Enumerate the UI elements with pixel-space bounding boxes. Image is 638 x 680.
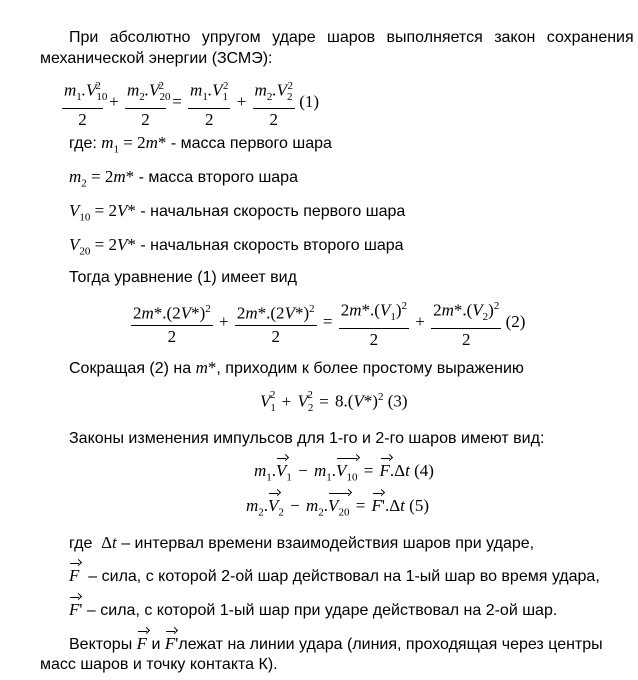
dt-description: где Δt – интервал времени взаимодействия шаров при ударе, <box>69 533 535 552</box>
def-v10: $V_{10} = 2V*$ - начальная скорость первого шара <box>69 201 406 224</box>
equation-5-number: (5) <box>409 496 429 515</box>
then-text: Тогда уравнение (1) имеет вид <box>69 269 297 286</box>
equation-1: $\frac{m_1.V_{10}^2}{2}$ + $\frac{m_2.V_{20}^2}{2}$ = $\frac{m_1.V_1^2}{2}$ + $\frac{m_2.V_2^2}{2}$ (1) <box>62 76 319 130</box>
equation-5: $m_2.V_2 - m_2.V_{20} = F'.\Delta t$ (5) <box>246 496 429 519</box>
intro-line-2: механической энергии (ЗСМЭ): <box>40 50 273 67</box>
equation-2: $\frac{2m*.(2V*)^2}{2}$ + $\frac{2m*.(2V*)^2}{2}$ = $\frac{2m*.(V_1)^2}{2}$ + $\frac{2m*.(V_2)^2}{2}$ (2) <box>131 296 525 350</box>
equation-3-number: (3) <box>387 391 408 411</box>
vectors-line-1: Векторы F и F'лежат на линии удара (линия, проходящая через центры <box>69 634 603 653</box>
def-m2: $m_2 = 2m*$ - масса второго шара <box>69 167 298 190</box>
fprime-description: F' – сила, с которой 1-ый шар при ударе действовал на 2-ой шар. <box>69 600 558 619</box>
reduce-text: Сокращая (2) на m*, приходим к более простому выражению <box>69 358 524 377</box>
equation-1-number: (1) <box>299 91 320 111</box>
intro-line-1: При абсолютно упругом ударе шаров выполняется закон сохранения <box>69 29 634 46</box>
vectors-line-2: масс шаров и точку контакта К). <box>40 656 278 673</box>
equation-2-number: (2) <box>505 311 526 331</box>
def-v20: $V_{20} = 2V*$ - начальная скорость второго шара <box>69 235 404 258</box>
f-description: F – сила, с которой 2-ой шар действовал на 1-ый шар во время удара, <box>69 566 600 585</box>
def-m1: где: $m_1 = 2m*$ - масса первого шара <box>69 133 332 156</box>
equation-4-number: (4) <box>414 461 434 480</box>
equation-3: $V_1^2 + V_2^2 = 8.(V*)^2$ (3) <box>260 389 408 415</box>
momentum-text: Законы изменения импульсов для 1-го и 2-го шаров имеют вид: <box>69 430 545 447</box>
equation-4: $m_1.V_1 - m_1.V_{10} = F.\Delta t$ (4) <box>254 461 434 484</box>
